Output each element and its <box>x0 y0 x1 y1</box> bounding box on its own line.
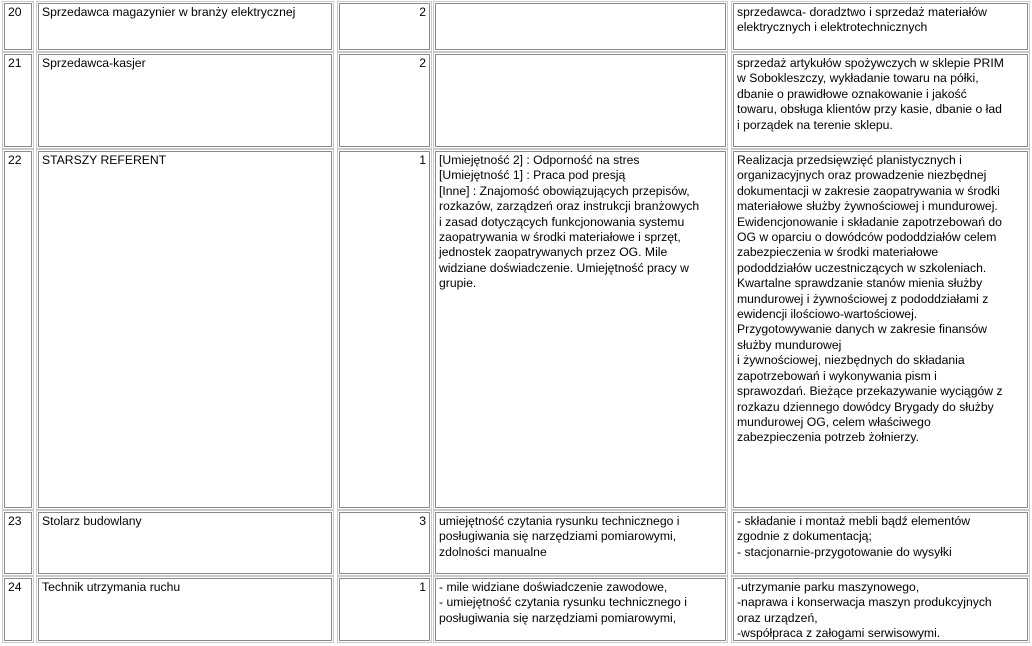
job-title: Technik utrzymania ruchu <box>38 578 332 641</box>
row-number: 20 <box>4 3 32 50</box>
job-duties: sprzedaż artykułów spożywczych w sklepie PRIM w Sobokleszczy, wykładanie towaru na półki, dbanie o prawidłowe oznakowanie i jakość towaru, obsługa klientów przy kasie, dbanie o ład i porządek na terenie sklepu. <box>733 54 1028 147</box>
vacancy-count: 2 <box>339 3 430 50</box>
job-title: Sprzedawca-kasjer <box>38 54 332 147</box>
row-number: 22 <box>4 151 32 508</box>
row-number: 24 <box>4 578 32 641</box>
vacancy-count: 1 <box>339 578 430 641</box>
job-title: Stolarz budowlany <box>38 512 332 574</box>
table-row <box>0 578 1032 641</box>
vacancy-count: 2 <box>339 54 430 147</box>
job-duties: -utrzymanie parku maszynowego, -naprawa i konserwacja maszyn produkcyjnych oraz urządzeń, -współpraca z załogami serwisowymi. <box>733 578 1028 641</box>
job-requirements: umiejętność czytania rysunku technicznego i posługiwania się narzędziami pomiarowymi, zdolności manualne <box>435 512 726 574</box>
job-duties: sprzedawca- doradztwo i sprzedaż materiałów elektrycznych i elektrotechnicznych <box>733 3 1028 50</box>
job-duties: - składanie i montaż mebli bądź elementów zgodnie z dokumentacją; - stacjonarnie-przygotowanie do wysyłki <box>733 512 1028 574</box>
table-row <box>0 3 1032 50</box>
job-requirements: [Umiejętność 2] : Odporność na stres [Umiejętność 1] : Praca pod presją [Inne] : Znajomość obowiązujących przepisów, rozkazów, zarządzeń oraz instrukcji branżowych i zasad dotyczących funkcjonowania systemu zaopatrywania w środki materiałowe i sprzęt, jednostek zaopatrywanych przez OG. Mile widziane doświadczenie. Umiejętność pracy w grupie. <box>435 151 726 508</box>
table-row <box>0 512 1032 574</box>
table-row <box>0 151 1032 508</box>
job-duties: Realizacja przedsięwzięć planistycznych i organizacyjnych oraz prowadzenie niezbędnej dokumentacji w zakresie zaopatrywania w środki materiałowe służby żywnościowej i mundurowej. Ewidencjonowanie i składanie zapotrzebowań do OG w oparciu o dowódców pododdziałów celem zabezpieczenia w środki materiałowe pododdziałów uczestniczących w szkoleniach. Kwartalne sprawdzanie stanów mienia służby mundurowej i żywnościowej z pododdziałami z ewidencji ilościowo-wartościowej. Przygotowywanie danych w zakresie finansów służby mundurowej i żywnościowej, niezbędnych do składania zapotrzebowań i wykonywania pism i sprawozdań. Bieżące przekazywanie wyciągów z rozkazu dziennego dowódcy Brygady do służby mundurowej OG, celem właściwego zabezpieczenia potrzeb żołnierzy. <box>733 151 1028 508</box>
row-number: 21 <box>4 54 32 147</box>
row-number: 23 <box>4 512 32 574</box>
vacancy-count: 1 <box>339 151 430 508</box>
job-requirements <box>435 3 726 50</box>
vacancy-count: 3 <box>339 512 430 574</box>
table-row <box>0 54 1032 147</box>
job-title: STARSZY REFERENT <box>38 151 332 508</box>
job-requirements <box>435 54 726 147</box>
job-requirements: - mile widziane doświadczenie zawodowe, - umiejętność czytania rysunku technicznego i posługiwania się narzędziami pomiarowymi, <box>435 578 726 641</box>
job-title: Sprzedawca magazynier w branży elektrycznej <box>38 3 332 50</box>
